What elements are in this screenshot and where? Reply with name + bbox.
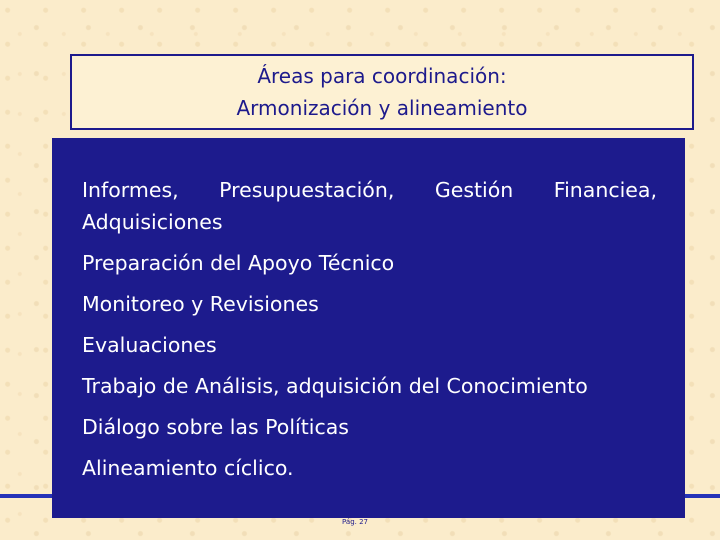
page-number: Pág. 27 <box>342 518 368 526</box>
slide-title-line-2: Armonización y alineamiento <box>236 96 528 120</box>
list-item: Trabajo de Análisis, adquisición del Conocimiento <box>82 374 588 398</box>
list-item: Alineamiento cíclico. <box>82 456 294 480</box>
list-item: Preparación del Apoyo Técnico <box>82 251 395 275</box>
title-box <box>70 54 694 130</box>
content-box <box>52 138 685 518</box>
list-item: Monitoreo y Revisiones <box>82 292 319 316</box>
list-item: Diálogo sobre las Políticas <box>82 415 349 439</box>
list-item: Evaluaciones <box>82 333 217 357</box>
list-item: Informes, Presupuestación, Gestión Financiea, Adquisiciones <box>82 178 657 234</box>
slide-title-line-1: Áreas para coordinación: <box>257 64 507 88</box>
